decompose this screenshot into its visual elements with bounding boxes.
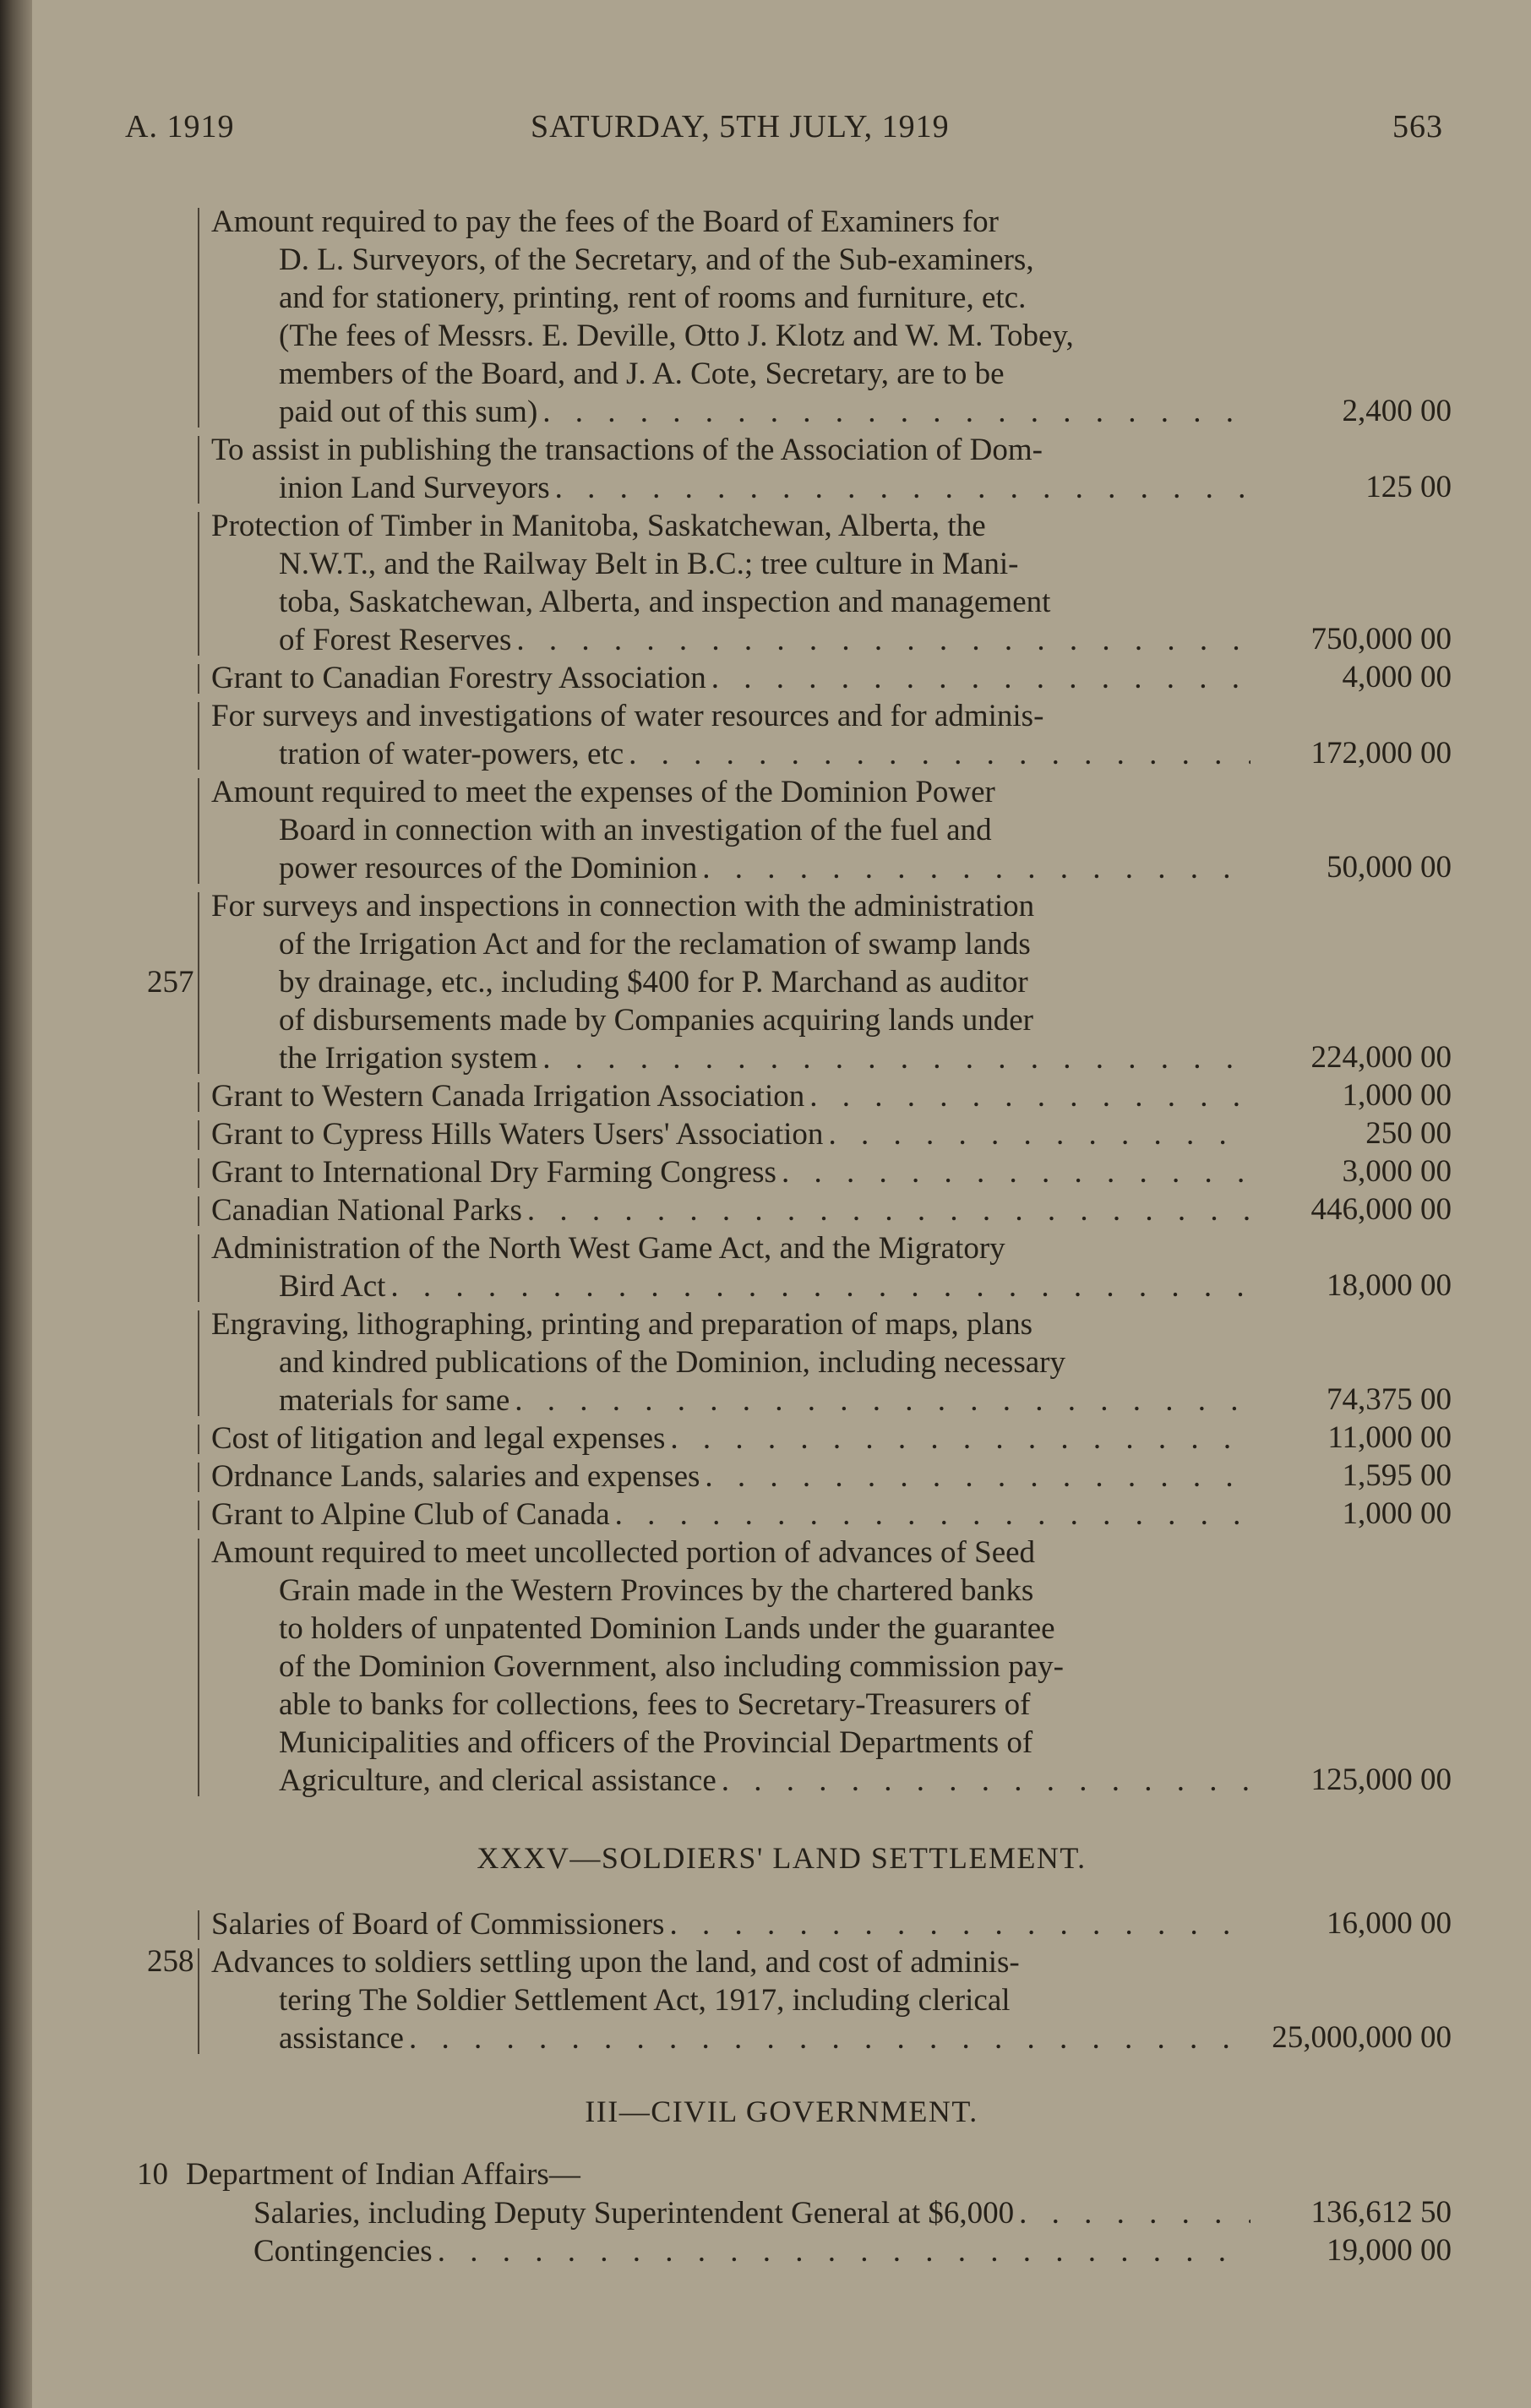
estimate-line: materials for same bbox=[279, 1383, 510, 1418]
estimate-line-final bbox=[211, 1905, 1250, 1943]
estimate-line-final bbox=[211, 1191, 1250, 1229]
estimate-amount: 1,000 00 bbox=[1342, 1078, 1452, 1113]
estimate-line: For surveys and inspections in connection with the administration bbox=[211, 889, 1035, 923]
bracket-line bbox=[198, 1082, 203, 1112]
dot-leader bbox=[542, 1039, 1250, 1077]
estimate-item bbox=[211, 431, 1250, 507]
estimate-line: of the Irrigation Act and for the reclamation of swamp lands bbox=[279, 927, 1031, 962]
bracket-line bbox=[198, 1501, 203, 1530]
bracket-line bbox=[198, 1463, 203, 1492]
bracket-line bbox=[198, 1120, 203, 1150]
estimate-line-final bbox=[211, 849, 1250, 887]
estimate-amount: 250 00 bbox=[1365, 1116, 1452, 1151]
estimate-line-final bbox=[211, 1115, 1250, 1153]
dot-leader bbox=[555, 469, 1250, 507]
estimate-line-final bbox=[211, 393, 1250, 431]
dot-leader bbox=[438, 2232, 1250, 2270]
estimate-amount: 125 00 bbox=[1365, 470, 1452, 504]
estimate-item bbox=[211, 203, 1250, 431]
estimate-line: Engraving, lithographing, printing and preparation of maps, plans bbox=[211, 1307, 1033, 1342]
dot-leader bbox=[390, 1267, 1250, 1305]
header-date: SATURDAY, 5TH JULY, 1919 bbox=[531, 109, 950, 144]
bracket-line bbox=[198, 664, 203, 694]
estimate-line: Municipalities and officers of the Provincial Departments of bbox=[279, 1725, 1033, 1760]
estimate-amount: 16,000 00 bbox=[1327, 1906, 1452, 1941]
estimate-item bbox=[211, 1305, 1250, 1419]
estimate-item bbox=[211, 1229, 1250, 1305]
estimate-item bbox=[211, 1457, 1250, 1495]
estimate-item bbox=[211, 1943, 1250, 2057]
estimate-amount: 750,000 00 bbox=[1310, 622, 1452, 656]
estimate-line: N.W.T., and the Railway Belt in B.C.; tree culture in Mani- bbox=[279, 547, 1019, 581]
estimate-line: of Forest Reserves bbox=[279, 623, 512, 657]
estimate-item bbox=[211, 1534, 1250, 1800]
estimate-line: To assist in publishing the transactions of the Association of Dom- bbox=[211, 433, 1043, 467]
bracket-line bbox=[198, 436, 203, 504]
bracket-line bbox=[198, 512, 203, 656]
estimate-item bbox=[211, 1419, 1250, 1457]
estimate-item bbox=[211, 1905, 1250, 1943]
estimate-line: Administration of the North West Game Act, and the Migratory bbox=[211, 1231, 1005, 1266]
estimate-line-final bbox=[211, 621, 1250, 659]
estimate-item bbox=[211, 1077, 1250, 1115]
estimate-line: members of the Board, and J. A. Cote, Secretary, are to be bbox=[279, 357, 1005, 391]
estimate-line: Grant to Cypress Hills Waters Users' Association bbox=[211, 1117, 824, 1152]
estimate-line: of the Dominion Government, also including commission pay- bbox=[279, 1649, 1064, 1684]
estimate-line: Grant to International Dry Farming Congress bbox=[211, 1155, 776, 1190]
estimate-line: able to banks for collections, fees to Secretary-Treasurers of bbox=[279, 1687, 1031, 1722]
estimate-line: Amount required to pay the fees of the Board of Examiners for bbox=[211, 204, 999, 239]
estimate-line: toba, Saskatchewan, Alberta, and inspection and management bbox=[279, 585, 1051, 619]
estimate-amount: 11,000 00 bbox=[1327, 1420, 1452, 1455]
estimate-amount: 3,000 00 bbox=[1342, 1154, 1452, 1189]
dot-leader bbox=[809, 1077, 1250, 1115]
bracket-line bbox=[198, 1310, 203, 1416]
estimate-line: Canadian National Parks bbox=[211, 1193, 522, 1228]
department-heading: Department of Indian Affairs— bbox=[186, 2157, 580, 2192]
estimate-line: tering The Soldier Settlement Act, 1917, including clerical bbox=[279, 1983, 1011, 2018]
estimate-item bbox=[211, 1191, 1250, 1229]
estimate-amount: 18,000 00 bbox=[1327, 1268, 1452, 1303]
estimate-line-final bbox=[211, 1419, 1250, 1457]
estimate-line-final bbox=[211, 2019, 1250, 2057]
estimate-line-final bbox=[211, 1457, 1250, 1495]
estimate-amount: 172,000 00 bbox=[1310, 736, 1452, 771]
estimate-amount: 25,000,000 00 bbox=[1272, 2020, 1452, 2055]
estimate-line: and kindred publications of the Dominion, including necessary bbox=[279, 1345, 1065, 1380]
estimate-amount: 136,612 50 bbox=[1310, 2195, 1452, 2230]
dot-leader bbox=[782, 1153, 1250, 1191]
section-title-soldiers-land-settlement: XXXV—SOLDIERS' LAND SETTLEMENT. bbox=[477, 1841, 1087, 1875]
estimate-item bbox=[211, 659, 1250, 697]
estimate-line-final bbox=[211, 1153, 1250, 1191]
dot-leader bbox=[670, 1419, 1250, 1457]
estimate-amount: 2,400 00 bbox=[1342, 394, 1452, 428]
estimate-line-final bbox=[211, 1077, 1250, 1115]
page-number: 563 bbox=[1392, 109, 1443, 144]
dot-leader bbox=[515, 1381, 1250, 1419]
estimate-line: Grain made in the Western Provinces by the chartered banks bbox=[279, 1573, 1034, 1608]
bracket-line bbox=[198, 208, 203, 428]
estimate-line: assistance bbox=[279, 2021, 404, 2056]
estimate-line-final bbox=[211, 1039, 1250, 1077]
estimate-line-final bbox=[211, 1495, 1250, 1534]
estimate-amount: 224,000 00 bbox=[1310, 1040, 1452, 1075]
estimate-item bbox=[211, 773, 1250, 887]
dot-leader bbox=[629, 735, 1250, 773]
estimate-line: and for stationery, printing, rent of rooms and furniture, etc. bbox=[279, 281, 1027, 315]
document-page bbox=[32, 0, 1531, 2408]
estimate-line: Bird Act bbox=[279, 1269, 386, 1304]
estimate-item bbox=[211, 1115, 1250, 1153]
section-title-civil-government: III—CIVIL GOVERNMENT. bbox=[585, 2095, 978, 2128]
estimate-line-final bbox=[211, 1762, 1250, 1800]
estimate-line: Protection of Timber in Manitoba, Saskatchewan, Alberta, the bbox=[211, 509, 986, 543]
estimate-item bbox=[211, 1495, 1250, 1534]
estimate-line: power resources of the Dominion bbox=[279, 851, 698, 885]
estimate-line: the Irrigation system bbox=[279, 1041, 538, 1076]
vote-number-257: 257 bbox=[147, 965, 194, 1000]
dot-leader bbox=[409, 2019, 1250, 2057]
estimate-amount: 50,000 00 bbox=[1327, 850, 1452, 885]
dot-leader bbox=[669, 1905, 1250, 1943]
estimate-item bbox=[211, 507, 1250, 659]
estimate-line: Cost of litigation and legal expenses bbox=[211, 1421, 666, 1456]
estimate-line: Advances to soldiers settling upon the land, and cost of adminis- bbox=[211, 1945, 1020, 1980]
estimate-amount: 446,000 00 bbox=[1310, 1192, 1452, 1227]
estimate-line: Grant to Western Canada Irrigation Association bbox=[211, 1079, 805, 1114]
vote-number-258: 258 bbox=[147, 1944, 194, 1979]
estimate-line-final bbox=[253, 2232, 1250, 2270]
estimate-line-final bbox=[211, 469, 1250, 507]
dot-leader bbox=[527, 1191, 1250, 1229]
estimate-line: Amount required to meet uncollected portion of advances of Seed bbox=[211, 1535, 1036, 1570]
dot-leader bbox=[705, 1457, 1250, 1495]
estimate-line: Grant to Canadian Forestry Association bbox=[211, 661, 706, 695]
dot-leader bbox=[615, 1495, 1250, 1534]
estimate-line-final bbox=[211, 735, 1250, 773]
estimate-amount: 19,000 00 bbox=[1327, 2233, 1452, 2268]
dot-leader bbox=[1019, 2194, 1250, 2232]
estimate-amount: 1,000 00 bbox=[1342, 1496, 1452, 1531]
estimate-amount: 1,595 00 bbox=[1342, 1458, 1452, 1493]
estimate-amount: 4,000 00 bbox=[1342, 660, 1452, 695]
estimate-item bbox=[211, 1153, 1250, 1191]
vote-number-10: 10 bbox=[137, 2157, 168, 2192]
estimate-item bbox=[211, 697, 1250, 773]
estimate-line-final bbox=[211, 659, 1250, 697]
estimate-line: D. L. Surveyors, of the Secretary, and of the Sub-examiners, bbox=[279, 242, 1034, 277]
bracket-line bbox=[198, 1910, 203, 1940]
estimate-item bbox=[253, 2232, 1250, 2270]
estimate-line: Amount required to meet the expenses of the Dominion Power bbox=[211, 775, 995, 809]
bracket-line bbox=[198, 702, 203, 770]
dot-leader bbox=[542, 393, 1250, 431]
dot-leader bbox=[711, 659, 1250, 697]
bracket-line bbox=[198, 1158, 203, 1188]
bracket-line bbox=[198, 1948, 203, 2054]
estimate-line: Board in connection with an investigation of the fuel and bbox=[279, 813, 992, 847]
bracket-line bbox=[198, 892, 203, 1074]
estimate-line: Grant to Alpine Club of Canada bbox=[211, 1497, 610, 1532]
estimate-line: Contingencies bbox=[253, 2234, 433, 2269]
bracket-line bbox=[198, 1234, 203, 1302]
estimate-line: Salaries of Board of Commissioners bbox=[211, 1907, 665, 1942]
estimate-line: For surveys and investigations of water resources and for adminis- bbox=[211, 699, 1044, 733]
header-year: A. 1919 bbox=[125, 109, 235, 144]
estimate-line: of disbursements made by Companies acquiring lands under bbox=[279, 1003, 1033, 1038]
estimate-item bbox=[211, 887, 1250, 1077]
book-spine bbox=[0, 0, 32, 2408]
estimate-line-final bbox=[211, 1381, 1250, 1419]
estimate-line: by drainage, etc., including $400 for P. Marchand as auditor bbox=[279, 965, 1028, 1000]
estimate-line: to holders of unpatented Dominion Lands under the guarantee bbox=[279, 1611, 1055, 1646]
estimate-line: Agriculture, and clerical assistance bbox=[279, 1763, 716, 1798]
bracket-line bbox=[198, 1196, 203, 1226]
bracket-line bbox=[198, 1539, 203, 1796]
dot-leader bbox=[516, 621, 1250, 659]
estimate-amount: 74,375 00 bbox=[1327, 1382, 1452, 1417]
estimate-line-final bbox=[211, 1267, 1250, 1305]
estimate-amount: 125,000 00 bbox=[1310, 1762, 1452, 1797]
estimate-line: paid out of this sum) bbox=[279, 395, 538, 429]
dot-leader bbox=[702, 849, 1250, 887]
bracket-line bbox=[198, 778, 203, 884]
estimate-item bbox=[253, 2194, 1250, 2232]
bracket-line bbox=[198, 1425, 203, 1454]
dot-leader bbox=[828, 1115, 1250, 1153]
estimate-line: Salaries, including Deputy Superintendent General at $6,000 bbox=[253, 2196, 1015, 2231]
estimate-line: tration of water-powers, etc bbox=[279, 737, 624, 771]
estimate-line-final bbox=[253, 2194, 1250, 2232]
estimate-line: inion Land Surveyors bbox=[279, 471, 550, 505]
estimate-line: (The fees of Messrs. E. Deville, Otto J. Klotz and W. M. Tobey, bbox=[279, 319, 1074, 353]
dot-leader bbox=[722, 1762, 1250, 1800]
estimate-line: Ordnance Lands, salaries and expenses bbox=[211, 1459, 700, 1494]
